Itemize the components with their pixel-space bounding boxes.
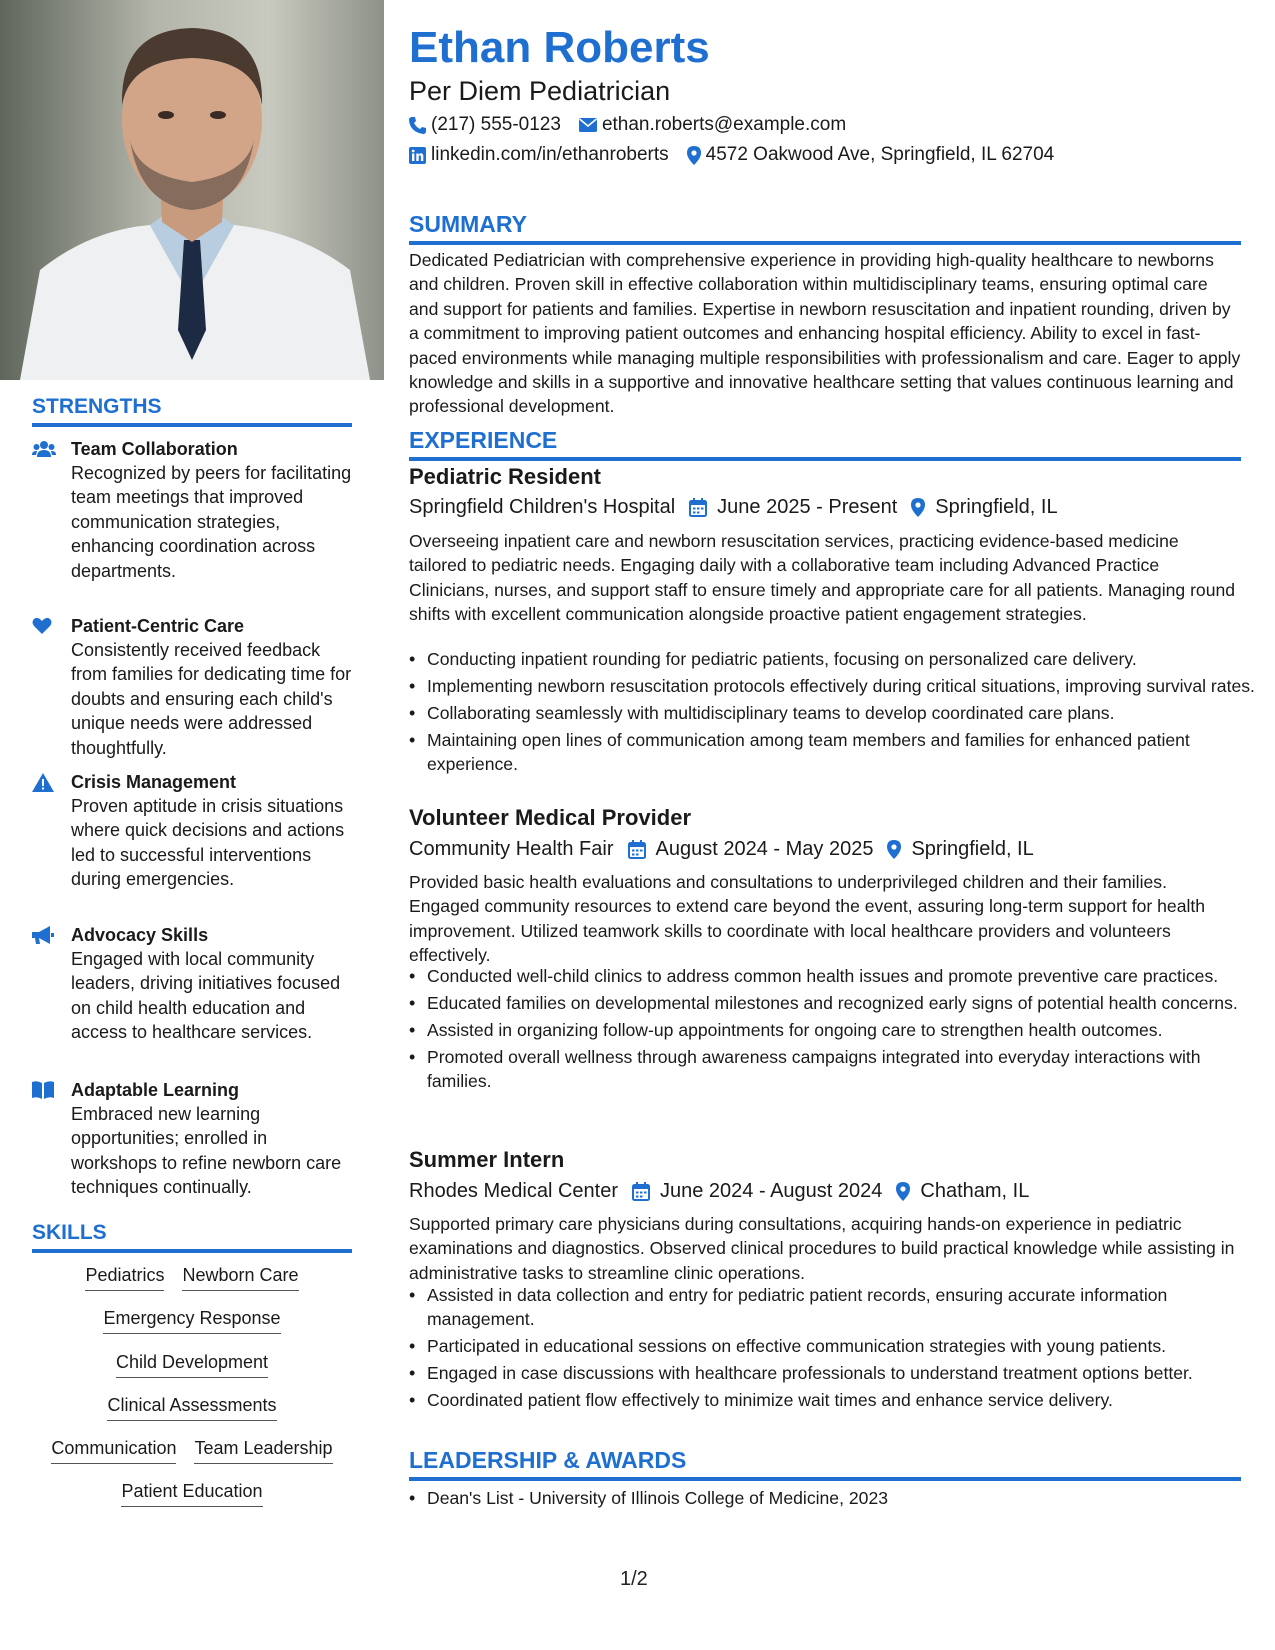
map-pin-icon <box>887 840 901 859</box>
skill-tag: Pediatrics <box>85 1263 164 1291</box>
phone-icon <box>409 117 426 134</box>
list-item: • Dean's List - University of Illinois College of Medicine, 2023 <box>427 1486 1259 1510</box>
list-item: • Conducted well-child clinics to address common health issues and promote preventive care practices. <box>427 964 1259 988</box>
list-item: • Implementing newborn resuscitation protocols effectively during critical situations, improving survival rates. <box>427 674 1259 698</box>
skill-tag: Patient Education <box>121 1479 262 1507</box>
list-item: • Participated in educational sessions on effective communication strategies with young patients. <box>427 1334 1259 1358</box>
address-text: 4572 Oakwood Ave, Springfield, IL 62704 <box>705 144 1055 165</box>
strength-item <box>32 770 352 892</box>
candidate-name: Ethan Roberts <box>409 23 710 72</box>
page-number: 1/2 <box>620 1568 648 1590</box>
strength-title: Adaptable Learning <box>71 1080 240 1100</box>
job-org: Community Health Fair <box>409 838 614 860</box>
skill-tag: Team Leadership <box>194 1436 332 1464</box>
job-description: Overseeing inpatient care and newborn resuscitation services, practicing evidence-based medicine tailored to pediatric needs. Engaging daily with a collaborative team including Advanced Practice Clinicians, nurses, and support staff to ensure timely and appropriate care for all patients. Managing round shifts with excellent communication alongside proactive patient engagement strategies. <box>409 531 1236 625</box>
strength-text: Recognized by peers for facilitating team meetings that improved communication strategies, enhancing coordination across departments. <box>71 463 352 581</box>
skills-row <box>32 1306 352 1334</box>
skills-row <box>32 1393 352 1421</box>
list-item: • Promoted overall wellness through awareness campaigns integrated into everyday interactions with families. <box>427 1045 1259 1094</box>
profile-photo <box>0 0 384 380</box>
strength-text: Consistently received feedback from families for dedicating time for doubts and ensuring each child's unique needs were addressed thoughtfully. <box>71 640 352 758</box>
heart-icon <box>32 617 56 637</box>
job-description: Provided basic health evaluations and consultations to underprivileged children and their families. Engaged community resources to extend care beyond the event, assuring long-term support for health improvement. Utilized teamwork skills to coordinate with local healthcare providers and volunteers effectively. <box>409 872 1206 966</box>
strength-item <box>32 1078 352 1200</box>
strength-title: Patient-Centric Care <box>71 616 245 636</box>
awards-heading: LEADERSHIP & AWARDS <box>409 1446 1241 1481</box>
job-location: Chatham, IL <box>920 1180 1030 1202</box>
skill-tag: Emergency Response <box>103 1306 280 1334</box>
job-bullets <box>409 1283 1259 1415</box>
users-icon <box>32 440 56 460</box>
calendar-icon <box>628 840 646 859</box>
contact-row <box>409 113 864 137</box>
list-item: • Collaborating seamlessly with multidisciplinary teams to develop coordinated care plans. <box>427 701 1259 725</box>
skill-tag: Newborn Care <box>182 1263 298 1291</box>
email-icon <box>579 118 597 132</box>
job-location: Springfield, IL <box>911 838 1034 860</box>
job-headline: Per Diem Pediatrician <box>409 76 671 106</box>
linkedin-text: linkedin.com/in/ethanroberts <box>431 144 669 165</box>
experience-heading: EXPERIENCE <box>409 426 1241 461</box>
job-location: Springfield, IL <box>935 496 1058 518</box>
warning-icon <box>32 773 56 793</box>
awards-list <box>409 1486 1259 1513</box>
list-item: • Assisted in organizing follow-up appointments for ongoing care to strengthen health outcomes. <box>427 1018 1259 1042</box>
job-org: Springfield Children's Hospital <box>409 496 676 518</box>
map-pin-icon <box>896 1182 910 1201</box>
strength-text: Proven aptitude in crisis situations where quick decisions and actions led to successful interventions during emergencies. <box>71 796 345 890</box>
email-text: ethan.roberts@example.com <box>601 114 847 135</box>
job-description: Supported primary care physicians during consultations, acquiring hands-on experience in pediatric examinations and diagnostics. Observed clinical procedures to build practical knowledge while assisting in administrative tasks to streamline clinic operations. <box>409 1214 1235 1283</box>
book-icon <box>32 1081 56 1101</box>
skill-tag: Communication <box>51 1436 176 1464</box>
list-item: • Conducting inpatient rounding for pediatric patients, focusing on personalized care delivery. <box>427 647 1259 671</box>
job-meta <box>409 494 1058 520</box>
contact-row <box>409 143 1072 167</box>
linkedin-contact[interactable] <box>409 143 669 167</box>
skill-tag: Clinical Assessments <box>107 1393 276 1421</box>
job-meta <box>409 1178 1029 1204</box>
calendar-icon <box>632 1182 650 1201</box>
skills-row <box>32 1436 352 1464</box>
map-pin-icon <box>687 146 701 165</box>
job-dates: June 2025 - Present <box>717 496 898 518</box>
strength-title: Advocacy Skills <box>71 925 209 945</box>
sidebar <box>0 0 384 1650</box>
skill-tag: Child Development <box>116 1350 268 1378</box>
strength-title: Team Collaboration <box>71 439 238 459</box>
summary-heading: SUMMARY <box>409 210 1241 245</box>
linkedin-icon <box>409 147 426 164</box>
job-bullets <box>409 964 1259 1096</box>
list-item: • Maintaining open lines of communication among team members and families for enhanced patient experience. <box>427 728 1259 777</box>
strength-item <box>32 614 352 760</box>
strength-text: Embraced new learning opportunities; enrolled in workshops to refine newborn care techniques continually. <box>71 1104 342 1198</box>
strength-text: Engaged with local community leaders, driving initiatives focused on child health education and access to healthcare services. <box>71 949 341 1043</box>
phone-contact[interactable] <box>409 113 561 137</box>
strength-item <box>32 437 352 583</box>
skills-heading: SKILLS <box>32 1220 352 1253</box>
job-org: Rhodes Medical Center <box>409 1180 618 1202</box>
job-bullets <box>409 647 1259 779</box>
job-title: Volunteer Medical Provider <box>409 805 692 830</box>
list-item: • Coordinated patient flow effectively to minimize wait times and enhance service delivery. <box>427 1388 1259 1412</box>
list-item: • Engaged in case discussions with healthcare professionals to understand treatment options better. <box>427 1361 1259 1385</box>
summary-text: Dedicated Pediatrician with comprehensive experience in providing high-quality healthcare to newborns and children. Proven skill in effective collaboration within multidisciplinary teams, ensuring optimal care and support for patients and families. Expertise in newborn resuscitation and inpatient rounding, driven by a commitment to improving patient outcomes and enhancing hospital efficiency. Ability to excel in fast-paced environments while managing multiple responsibilities with professionalism and care. Eager to apply knowledge and skills in a supportive and innovative healthcare setting that values continuous learning and professional development. <box>409 250 1241 417</box>
strengths-heading: STRENGTHS <box>32 394 352 427</box>
job-meta <box>409 836 1034 862</box>
calendar-icon <box>689 498 707 517</box>
skills-row <box>32 1263 352 1291</box>
list-item: • Educated families on developmental milestones and recognized early signs of potential health concerns. <box>427 991 1259 1015</box>
job-dates: June 2024 - August 2024 <box>660 1180 883 1202</box>
megaphone-icon <box>32 926 56 946</box>
job-dates: August 2024 - May 2025 <box>655 838 874 860</box>
job-title: Summer Intern <box>409 1147 565 1172</box>
list-item: • Assisted in data collection and entry for pediatric patient records, ensuring accurate information management. <box>427 1283 1259 1332</box>
skills-row <box>32 1479 352 1507</box>
address-contact <box>687 143 1055 167</box>
skills-row <box>32 1350 352 1378</box>
strength-title: Crisis Management <box>71 772 237 792</box>
strength-item <box>32 923 352 1045</box>
map-pin-icon <box>911 498 925 517</box>
email-contact[interactable] <box>579 113 846 137</box>
job-title: Pediatric Resident <box>409 464 601 489</box>
phone-text: (217) 555-0123 <box>431 114 561 135</box>
